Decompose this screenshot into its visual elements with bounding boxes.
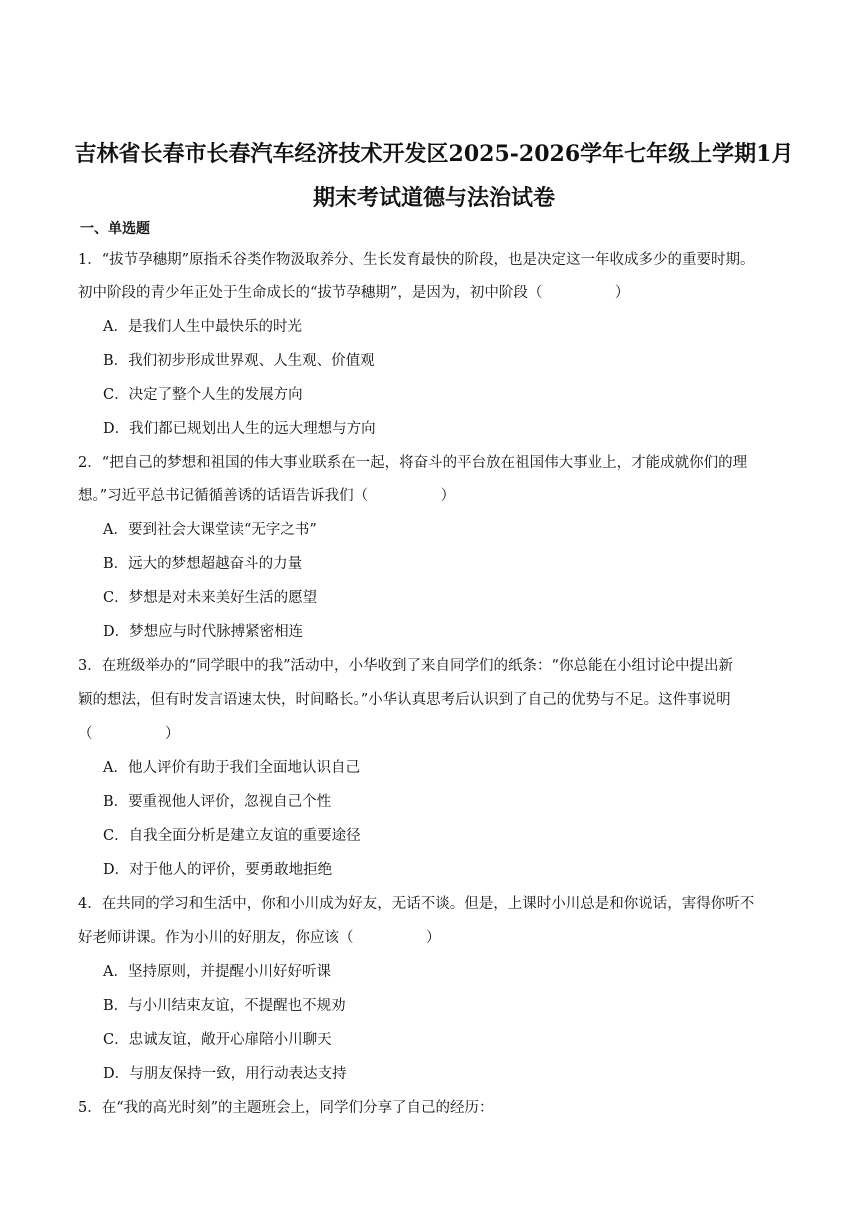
question-3-text: 颖的想法，但有时发言语速太快，时间略长。”小华认真思考后认识到了自己的优势与不足。这件事说明	[78, 692, 731, 708]
question-4-option-c: C．忠诚友谊，敞开心扉陪小川聊天	[103, 1032, 332, 1048]
question-3-option-d: D．对于他人的评价，要勇敢地拒绝	[103, 862, 333, 878]
question-2-text: 2．“把自己的梦想和祖国的伟大事业联系在一起，将奋斗的平台放在祖国伟大事业上，才能成就你们的理	[78, 455, 748, 471]
question-4-option-d: D．与朋友保持一致，用行动表达支持	[103, 1066, 347, 1082]
question-1-option-c: C．决定了整个人生的发展方向	[103, 387, 303, 403]
question-5-text: 5．在“我的高光时刻”的主题班会上，同学们分享了自己的经历：	[78, 1100, 494, 1116]
question-2-option-b: B．远大的梦想超越奋斗的力量	[103, 556, 303, 572]
question-4-text: 好老师讲课。作为小川的好朋友，你应该（ ）	[78, 930, 441, 946]
question-1-option-d: D．我们都已规划出人生的远大理想与方向	[103, 421, 376, 437]
question-1-option-b: B．我们初步形成世界观、人生观、价值观	[103, 353, 375, 369]
section-heading: 一、单选题	[80, 221, 150, 237]
question-1-text: 1．“拔节孕穗期”原指禾谷类作物汲取养分、生长发育最快的阶段，也是决定这一年收成多少的重要时期。	[78, 252, 755, 268]
question-3-text: （ ）	[78, 726, 180, 742]
question-3-option-c: C．自我全面分析是建立友谊的重要途径	[103, 828, 361, 844]
question-2-text: 想。”习近平总书记循循善诱的话语告诉我们（ ）	[78, 488, 456, 504]
page-title-line-1: 吉林省长春市长春汽车经济技术开发区2025-2026学年七年级上学期1月	[74, 141, 794, 167]
question-4-text: 4．在共同的学习和生活中，你和小川成为好友，无话不谈。但是，上课时小川总是和你说话，害得你听不	[78, 896, 755, 912]
page-title-line-2: 期末考试道德与法治试卷	[312, 185, 555, 211]
question-3-option-b: B．要重视他人评价，忽视自己个性	[103, 794, 332, 810]
question-4-option-a: A．坚持原则，并提醒小川好好听课	[103, 964, 331, 980]
question-1-option-a: A．是我们人生中最快乐的时光	[103, 319, 302, 335]
question-2-option-c: C．梦想是对未来美好生活的愿望	[103, 590, 318, 606]
question-4-option-b: B．与小川结束友谊，不提醒也不规劝	[103, 998, 346, 1014]
question-3-option-a: A．他人评价有助于我们全面地认识自己	[103, 760, 360, 776]
question-2-option-a: A．要到社会大课堂读“无字之书”	[103, 522, 317, 538]
question-3-text: 3．在班级举办的“同学眼中的我”活动中，小华收到了来自同学们的纸条：“你总能在小组讨论中提出新	[78, 658, 733, 674]
question-2-option-d: D．梦想应与时代脉搏紧密相连	[103, 624, 304, 640]
question-1-text: 初中阶段的青少年正处于生命成长的“拔节孕穗期”，是因为，初中阶段（ ）	[78, 285, 630, 301]
